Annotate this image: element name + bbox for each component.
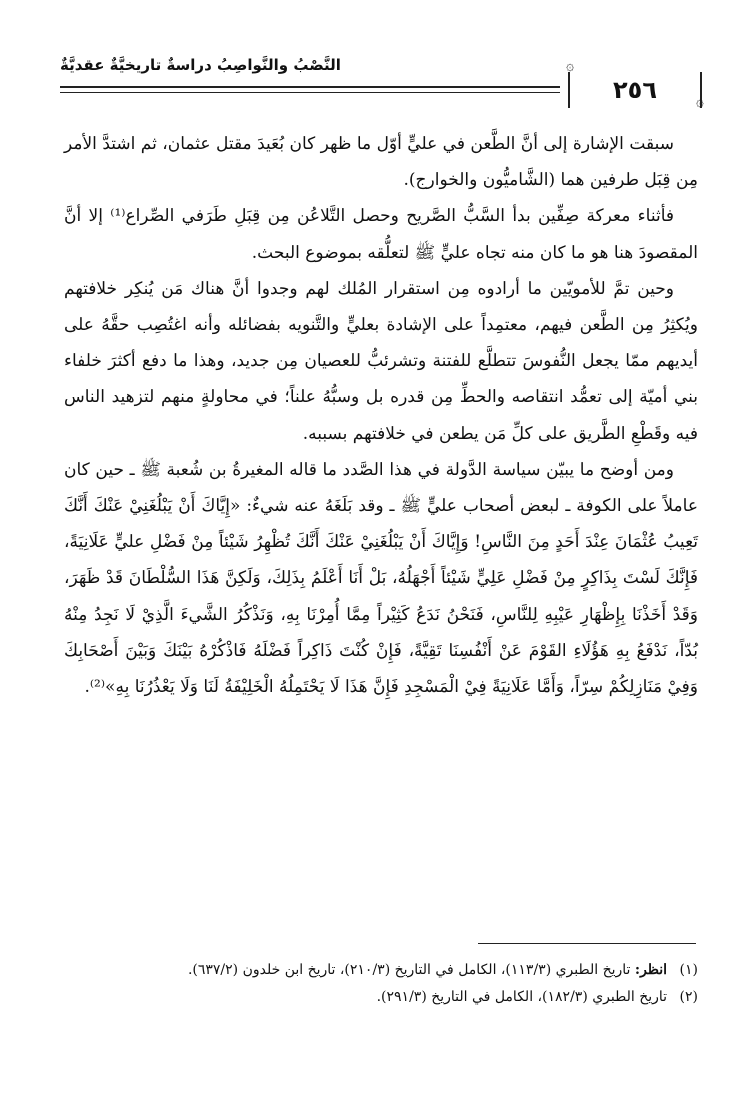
footnote [64,984,698,1011]
paragraph: فأثناء معركة صِفِّين بدأ السَّبُّ الصَّريح وحصل التَّلاعُن مِن قِبَلِ طَرَفي الصِّراع⁽¹⁾ إلا أنَّ المقصودَ هنا هو ما كان منه تجاه عليٍّ ﷺ لتعلُّقه بموضوع البحث. [64,206,698,263]
ornament-icon: ۞ [695,94,704,110]
footnotes [64,957,698,1011]
paragraph: سبقت الإشارة إلى أنَّ الطَّعن في عليٍّ أوّل ما ظهر كان بُعَيدَ مقتل عثمان، ثم اشتدَّ الأمر مِن قِبَل طرفين هما (الشَّاميُّون والخوارج). [64,134,698,191]
page-number-frame [566,58,704,110]
ornament-icon: ۞ [566,58,575,74]
footnote-text: تاريخ الطبري (١١٣/٣)، الكامل في التاريخ (٢١٠/٣)، تاريخ ابن خلدون (٦٣٧/٢). [187,962,631,978]
running-title: النَّصْبُ والنَّواصِبُ دراسةٌ تاريخيَّةٌ عقديَّةٌ [60,56,341,74]
footnote-lead: انظر: [634,962,668,978]
page-number: ٢٥٦ [613,76,657,104]
main-text [64,126,698,705]
paragraph: ومن أوضح ما يبيّن سياسة الدَّولة في هذا الصَّدد ما قاله المغيرةُ بن شُعبة ﷺ ـ حين كان عاملاً على الكوفة ـ لبعض أصحاب عليٍّ ﷺ ـ وقد بَلَغَهُ عنه شيءٌ: «إِيَّاكَ أَنْ يَبْلُغَنِيْ عَنْكَ أَنَّكَ تَعِيبُ عُثْمَانَ عِنْدَ أَحَدٍ مِنَ النَّاسِ! وَإِيَّاكَ أَنْ يَبْلُغَنِيْ عَنْكَ أَنَّكَ تُظْهِرُ شَيْئاً مِنْ فَضْلِ عليٍّ عَلَانِيَةً، فَإِنَّكَ لَسْتَ بِذَاكِرٍ مِنْ فَضْلِ عَلِيٍّ شَيْئاً أَجْهَلُهُ، بَلْ أَنَا أَعْلَمُ بِذَلِكَ، وَلَكِنَّ هَذَا السُّلْطَانَ قَدْ ظَهَرَ، وَقَدْ أَخَذْنَا بِإِظْهَارِ عَيْبِهِ لِلنَّاسِ، فَنَحْنُ نَدَعُ كَثِيْراً مِمَّا أُمِرْنَا بِهِ، وَنَذْكُرُ الشَّيءَ الَّذِيْ لَا نَجِدُ مِنْهُ بُدّاً، نَدْفَعُ بِهِ هَؤُلَاءِ القَوْمَ عَنْ أَنْفُسِنَا تَقِيَّةً، فَإِنْ كُنْتَ ذَاكِراً فَضْلَهُ فَاذْكُرْهُ بَيْنَكَ وَبَيْنَ أَصْحَابِكَ وَفِيْ مَنَازِلِكُمْ سِرّاً، وَأَمَّا عَلَانِيَةً فِيْ الْمَسْجِدِ فَإِنَّ هَذَا لَا يَحْتَمِلُهُ الْخَلِيْفَةُ لَنَا وَلَا يَعْذُرُنَا بِهِ»⁽²⁾. [64,459,698,698]
paragraph: وحين تمَّ للأمويّين ما أرادوه مِن استقرار المُلك لهم وجدوا أنَّ هناك مَن يُنكِر خلافتهم ويُكثِرُ مِن الطَّعن فيهم، معتمِداً على الإشادة بعليٍّ والتَّنويه بفضائله وأنه اغتُصِب حقَّهُ على أيديهم ممّا يجعل النُّفوسَ تتطلَّع للفتنة وتشرئبُّ للعصيان مِن جديد، وهذا ما دفع أكثرَ خلفاء بني أميّة إلى تعمُّد انتقاصه والحطِّ مِن قدره بل وسبُّهُ علناً؛ في محاولةٍ منهم لتزهيد الناس فيه وقَطْعِ الطَّريق على كلِّ مَن يطعن في خلافتهم بسببه. [64,278,698,444]
header-rule-thin [60,92,560,93]
footnote-text: تاريخ الطبري (١٨٢/٣)، الكامل في التاريخ (٢٩١/٣). [376,989,668,1005]
footnote-separator [478,943,696,944]
footnote-number: (٢) [679,989,698,1005]
footnote-number: (١) [679,962,698,978]
footnote [64,957,698,984]
header-rule [60,86,560,88]
page-header [60,56,704,112]
